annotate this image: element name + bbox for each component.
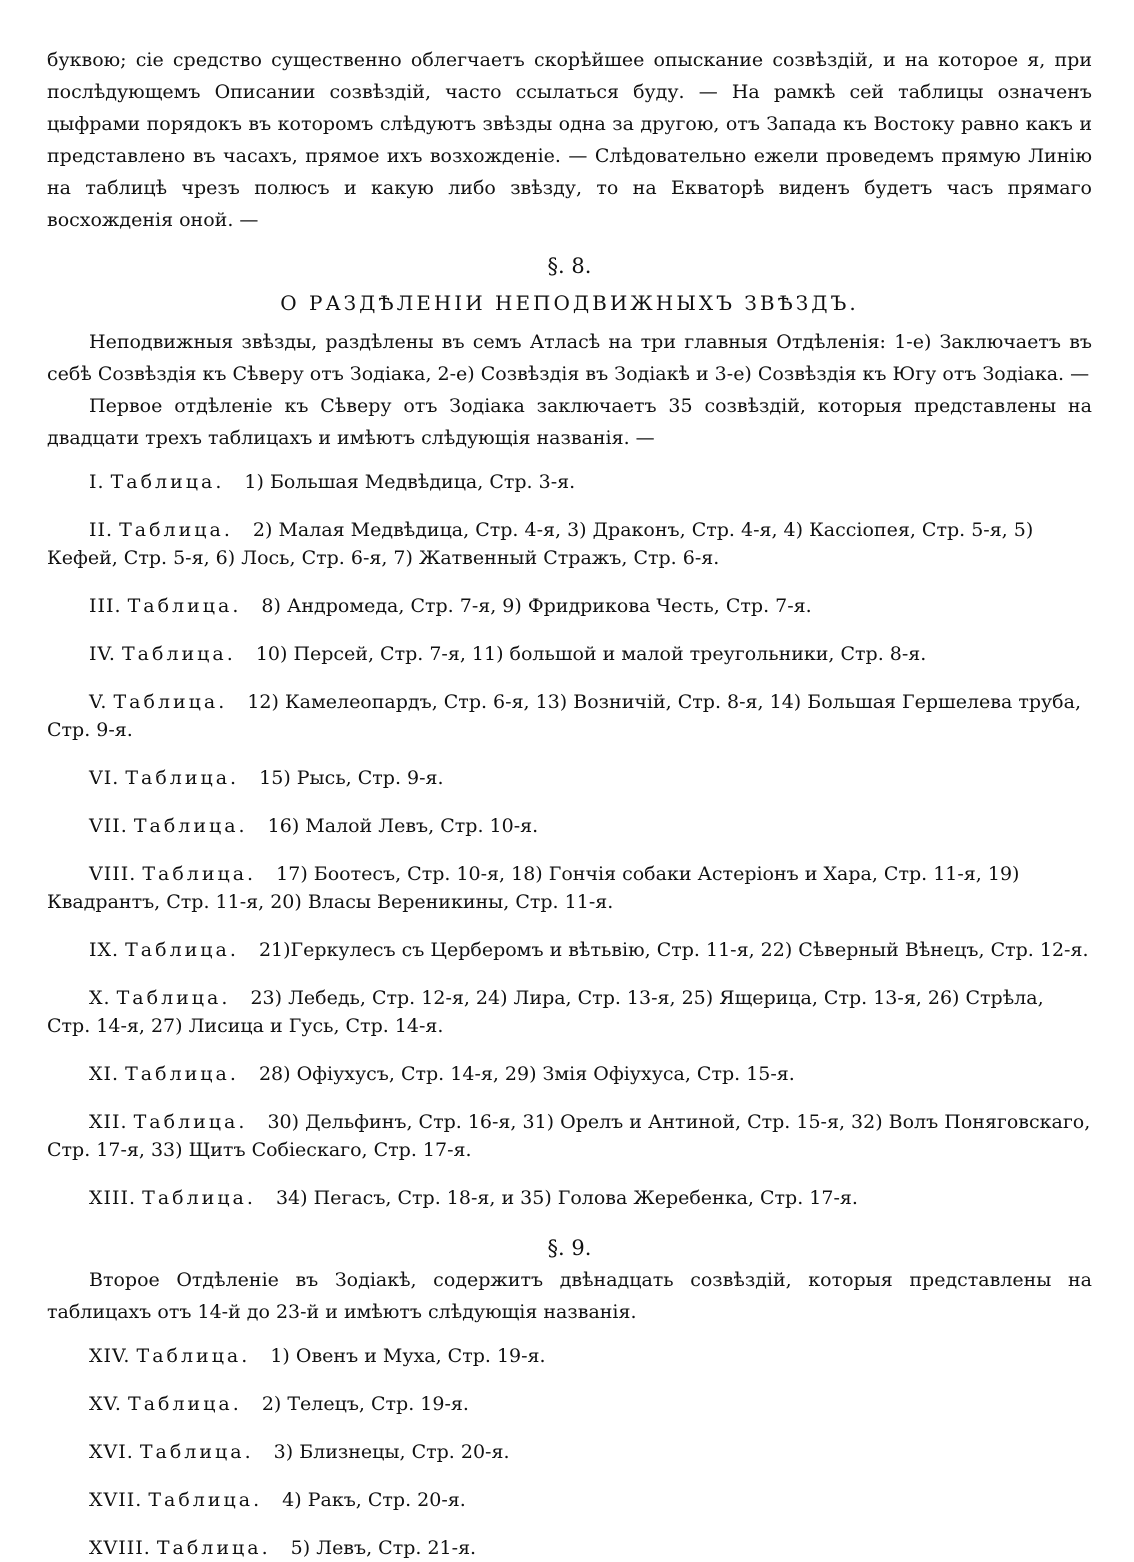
section-8-number: §. 8. (547, 254, 592, 278)
table-word: Таблица. (133, 1111, 248, 1133)
table-entry (47, 516, 1092, 572)
table-roman: III. (89, 595, 122, 617)
table-entry (47, 764, 1092, 792)
table-entry (47, 984, 1092, 1040)
table-word: Таблица. (125, 767, 240, 789)
table-entry (47, 640, 1092, 668)
table-entry (47, 936, 1092, 964)
table-roman: IX. (89, 939, 120, 961)
table-word: Таблица. (148, 1489, 263, 1511)
table-word: Таблица. (127, 595, 242, 617)
table-text: 15) Рысь, Стр. 9-я. (259, 767, 444, 789)
table-text: 34) Пегасъ, Стр. 18-я, и 35) Голова Жеребенка, Стр. 17-я. (275, 1187, 858, 1209)
table-text: 4) Ракъ, Стр. 20-я. (282, 1489, 466, 1511)
table-roman: II. (89, 519, 114, 541)
table-word: Таблица. (116, 987, 231, 1009)
table-entry (47, 1060, 1092, 1088)
table-roman: V. (89, 691, 108, 713)
table-roman: X. (89, 987, 111, 1009)
table-word: Таблица. (122, 643, 236, 665)
table-word: Таблица. (125, 1063, 239, 1085)
section-8-paragraph-2: Первое отдѣленіе къ Сѣверу отъ Зодіака заключаетъ 35 созвѣздій, которыя представлены на двадцати трехъ таблицахъ и имѣютъ слѣдующія названія. — (47, 395, 1092, 449)
table-word: Таблица. (136, 1345, 251, 1367)
table-word: Таблица. (128, 1393, 242, 1415)
table-word: Таблица. (113, 691, 228, 713)
table-entry (47, 860, 1092, 916)
table-entry (47, 688, 1092, 744)
table-roman: XV. (89, 1393, 122, 1415)
section-9-paragraph: Второе Отдѣленіе въ Зодіакѣ, содержитъ двѣнадцать созвѣздій, которыя представлены на таблицахъ отъ 14-й до 23-й и имѣютъ слѣдующія названія. (47, 1269, 1092, 1323)
table-text: 28) Офіухусъ, Стр. 14-я, 29) Змія Офіухуса, Стр. 15-я. (258, 1063, 795, 1085)
table-entry (47, 1438, 1092, 1466)
table-roman: VI. (89, 767, 120, 789)
table-word: Таблица. (110, 471, 225, 493)
table-text: 2) Малая Медвѣдица, Стр. 4-я, 3) Драконъ, Стр. 4-я, 4) Кассіопея, Стр. 5-я, 5) Кефей, Стр. 5-я, 6) Лось, Стр. 6-я, 7) Жатвенный Стражъ, Стр. 6-я. (47, 519, 1034, 569)
table-roman: XVIII. (89, 1537, 151, 1559)
table-text: 23) Лебедь, Стр. 12-я, 24) Лира, Стр. 13-я, 25) Ящерица, Стр. 13-я, 26) Стрѣла, Стр. 14-я, 27) Лисица и Гусь, Стр. 14-я. (47, 987, 1044, 1037)
table-roman: VII. (89, 815, 128, 837)
table-text: 1) Овенъ и Муха, Стр. 19-я. (270, 1345, 546, 1367)
table-text: 21)Геркулесъ съ Церберомъ и вѣтьвію, Стр. 11-я, 22) Сѣверный Вѣнецъ, Стр. 12-я. (258, 939, 1089, 961)
table-entry (47, 1184, 1092, 1212)
table-word: Таблица. (139, 1441, 254, 1463)
section-9-number: §. 9. (547, 1236, 592, 1260)
table-roman: XVI. (89, 1441, 134, 1463)
table-text: 3) Близнецы, Стр. 20-я. (273, 1441, 510, 1463)
tables-list-part-1 (47, 468, 1092, 1212)
table-word: Таблица. (119, 519, 233, 541)
table-roman: IV. (89, 643, 116, 665)
table-word: Таблица. (156, 1537, 271, 1559)
table-roman: XII. (89, 1111, 128, 1133)
section-8-title: О РАЗДѢЛЕНІИ НЕПОДВИЖНЫХЪ ЗВѢЗДЪ. (280, 291, 859, 315)
section-8-paragraph-1: Неподвижныя звѣзды, раздѣлены въ семъ Атласѣ на три главныя Отдѣленія: 1-е) Заключаетъ въ себѣ Созвѣздія къ Сѣверу отъ Зодіака, 2-е) Созвѣздія въ Зодіакѣ и 3-е) Созвѣздія къ Югу отъ Зодіака. — (47, 331, 1092, 385)
table-text: 30) Дельфинъ, Стр. 16-я, 31) Орелъ и Антиной, Стр. 15-я, 32) Волъ Поняговскаго, Стр. 17-я, 33) Щитъ Собіескаго, Стр. 17-я. (47, 1111, 1091, 1161)
table-text: 2) Телецъ, Стр. 19-я. (261, 1393, 469, 1415)
table-roman: VIII. (89, 863, 137, 885)
table-text: 12) Камелеопардъ, Стр. 6-я, 13) Возничій, Стр. 8-я, 14) Большая Гершелева труба, Стр. 9-я. (47, 691, 1081, 741)
table-roman: XIV. (89, 1345, 131, 1367)
table-entry (47, 812, 1092, 840)
table-text: 17) Боотесъ, Стр. 10-я, 18) Гончія собаки Астеріонъ и Хара, Стр. 11-я, 19) Квадрантъ, Стр. 11-я, 20) Власы Вереникины, Стр. 11-я. (47, 863, 1020, 913)
tables-list-part-2 (47, 1342, 1092, 1562)
table-roman: XIII. (89, 1187, 137, 1209)
table-text: 10) Персей, Стр. 7-я, 11) большой и малой треугольники, Стр. 8-я. (255, 643, 927, 665)
table-word: Таблица. (142, 1187, 256, 1209)
table-entry (47, 1534, 1092, 1562)
table-word: Таблица. (133, 815, 248, 837)
table-word: Таблица. (142, 863, 257, 885)
table-entry (47, 1342, 1092, 1370)
intro-paragraph: буквою; сіе средство существенно облегчаетъ скорѣйшее опыскание созвѣздій, и на которое я, при послѣдующемъ Описании созвѣздій, часто ссылаться буду. — На рамкѣ сей таблицы означенъ цыфрами порядокъ въ которомъ слѣдуютъ звѣзды одна за другою, отъ Запада къ Востоку равно какъ и представлено въ часахъ, прямое ихъ возхожденіе. — Слѣдовательно ежели проведемъ прямую Линію на таблицѣ чрезъ полюсъ и какую либо звѣзду, то на Екваторѣ виденъ будетъ часъ прямаго восхожденія оной. — (47, 49, 1092, 231)
table-text: 8) Андромеда, Стр. 7-я, 9) Фридрикова Честь, Стр. 7-я. (261, 595, 812, 617)
table-text: 16) Малой Левъ, Стр. 10-я. (267, 815, 539, 837)
table-roman: XI. (89, 1063, 120, 1085)
table-text: 5) Левъ, Стр. 21-я. (290, 1537, 477, 1559)
table-entry (47, 1108, 1092, 1164)
table-entry (47, 1390, 1092, 1418)
table-roman: I. (89, 471, 105, 493)
table-text: 1) Большая Медвѣдица, Стр. 3-я. (244, 471, 576, 493)
table-roman: XVII. (89, 1489, 143, 1511)
table-entry (47, 468, 1092, 496)
table-entry (47, 592, 1092, 620)
table-word: Таблица. (125, 939, 239, 961)
table-entry (47, 1486, 1092, 1514)
